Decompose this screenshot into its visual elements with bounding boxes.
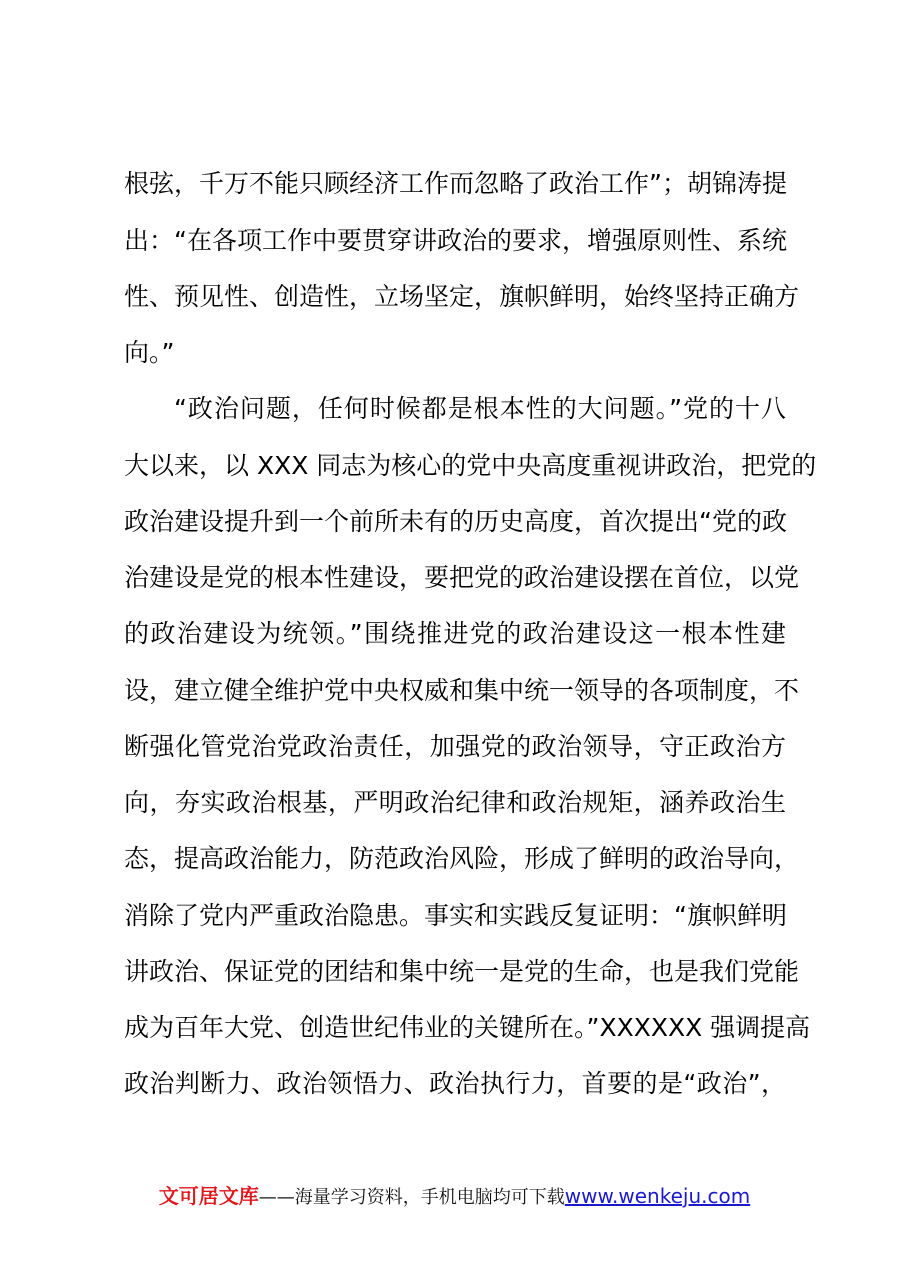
body-line-text: 态，提高政治能力，防范政治风险，形成了鲜明的政治导向， (124, 844, 800, 873)
footer-banner (0, 1181, 909, 1211)
body-line-text: 成为百年大党、创造世纪伟业的关键所在。”XXXXXX 强调提高 (124, 1013, 811, 1042)
body-line-text: 根弦，千万不能只顾经济工作而忽略了政治工作”；胡锦涛提 (124, 169, 787, 198)
body-line-text: 大以来，以 XXX 同志为核心的党中央高度重视讲政治，把党的 (124, 451, 817, 480)
body-line-text: 性、预见性、创造性，立场坚定，旗帜鲜明，始终坚持正确方 (124, 282, 800, 311)
body-line-text: 消除了党内严重政治隐患。事实和实践反复证明：“旗帜鲜明 (124, 901, 787, 930)
body-line-text: 向。” (124, 338, 175, 367)
body-line-text: 设，建立健全维护党中央权威和集中统一领导的各项制度，不 (124, 676, 800, 705)
body-line-text: 治建设是党的根本性建设，要把党的政治建设摆在首位，以党 (124, 563, 800, 592)
body-line-text: 出：“在各项工作中要贯穿讲政治的要求，增强原则性、系统 (124, 226, 787, 255)
footer-site-link[interactable]: www.wenkeju.com (564, 1184, 751, 1208)
body-line-text: 断强化管党治党政治责任，加强党的政治领导，守正政治方 (124, 732, 786, 761)
footer-tagline: ——海量学习资料，手机电脑均可下载 (258, 1187, 565, 1208)
body-line-text: 政治建设提升到一个前所未有的历史高度，首次提出“党的政 (124, 507, 787, 536)
body-line-text: 的政治建设为统领。”围绕推进党的政治建设这一根本性建 (124, 619, 786, 648)
body-line-text: 政治判断力、政治领悟力、政治执行力，首要的是“政治”， (124, 1069, 786, 1098)
body-line-text: “政治问题，任何时候都是根本性的大问题。”党的十八 (174, 394, 786, 423)
footer-brand: 文可居文库 (158, 1184, 259, 1208)
body-line-text: 讲政治、保证党的团结和集中统一是党的生命，也是我们党能 (124, 957, 800, 986)
body-line-text: 向，夯实政治根基，严明政治纪律和政治规矩，涵养政治生 (124, 788, 786, 817)
